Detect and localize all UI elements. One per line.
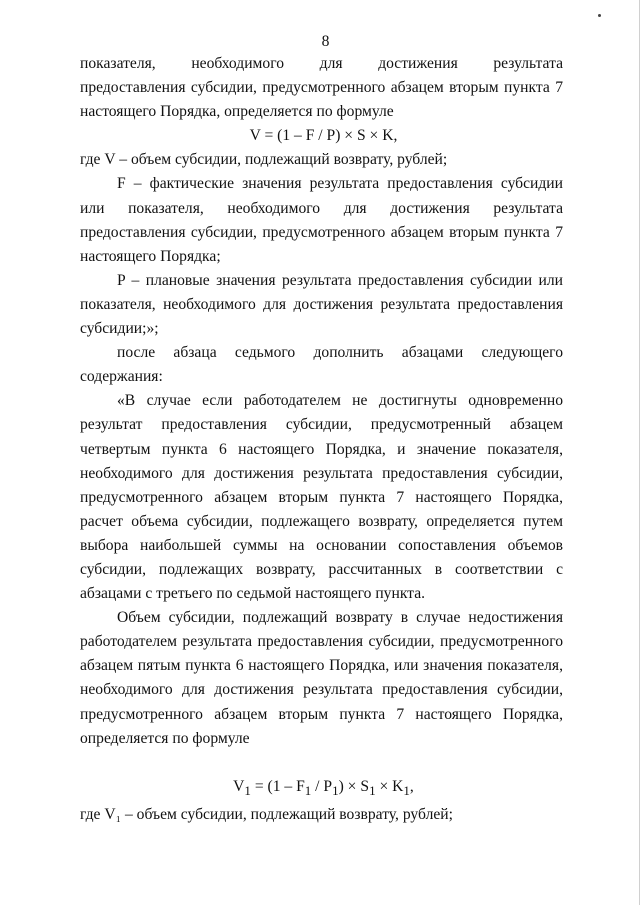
formula-v1 (80, 775, 563, 803)
formula-subscript: 1 (304, 782, 312, 798)
formula-subscript: 1 (369, 782, 376, 798)
page-number: 8 (321, 33, 330, 50)
formula-part: , (409, 777, 414, 795)
paragraph-v-definition: где V – объем субсидии, подлежащий возврату, рублей; (80, 151, 448, 169)
paragraph-continuation: показателя, необходимого для достижения результата (80, 55, 563, 72)
paragraph-amendment-intro: после абзаца седьмого дополнить абзацами следующего содержания: (80, 344, 563, 386)
paragraph-inserted-2: Объем субсидии, подлежащий возврату в случае недостижения работодателем результата предоставления субсидии, предусмотренного абзацем пятым пункта 6 настоящего Порядка, или значения показателя, необходимого для достижения результата предоставления субсидии, предусмотренного абзацем вторым пункта 7 настоящего Порядка, определяется по формуле (80, 609, 563, 747)
paragraph-f-definition: F – фактические значения результата предоставления субсидии или показателя, необходимого для достижения результата предоставления субсидии, предусмотренного абзацем вторым пункта 7 настоящего Порядка; (80, 175, 563, 265)
blank-line (80, 751, 563, 775)
scan-artifact (598, 14, 601, 17)
formula-subscript: 1 (244, 782, 251, 798)
formula-part: ) × S (338, 777, 370, 795)
formula-subscript: 1 (403, 782, 410, 798)
formula-part: / P (311, 777, 333, 795)
paragraph-p-definition: P – плановые значения результата предоставления субсидии или показателя, необходимого для достижения результата предоставления субсидии;»; (80, 271, 563, 338)
formula-part: = (1 – F (250, 777, 305, 795)
formula-subscript: 1 (332, 782, 339, 798)
paragraph-v1-definition: где V₁ – объем субсидии, подлежащий возврату, рублей; (80, 805, 453, 823)
formula-v1-symbol: V (233, 777, 245, 795)
paragraph-formula-intro: предоставления субсидии, предусмотренного абзацем вторым пункта 7 настоящего Порядка, определяется по формуле (80, 79, 563, 121)
paragraph-inserted-1: «В случае если работодателем не достигнуты одновременно результат предоставления субсидии, предусмотренный абзацем четвертым пункта 6 настоящего Порядка, и значение показателя, необходимого для достижения результата предоставления субсидии, предусмотренного абзацем вторым пункта 7 настоящего Порядка, расчет объема субсидии, подлежащего возврату, определяется путем выбора наибольшей суммы на основании сопоставления объемов субсидии, подлежащих возврату, рассчитанных в соответствии с абзацами с третьего по седьмой настоящего пункта. (80, 392, 563, 603)
document-body (80, 32, 563, 827)
formula-v: V = (1 – F / P) × S × K, (249, 127, 398, 145)
formula-part: × K (375, 777, 404, 795)
